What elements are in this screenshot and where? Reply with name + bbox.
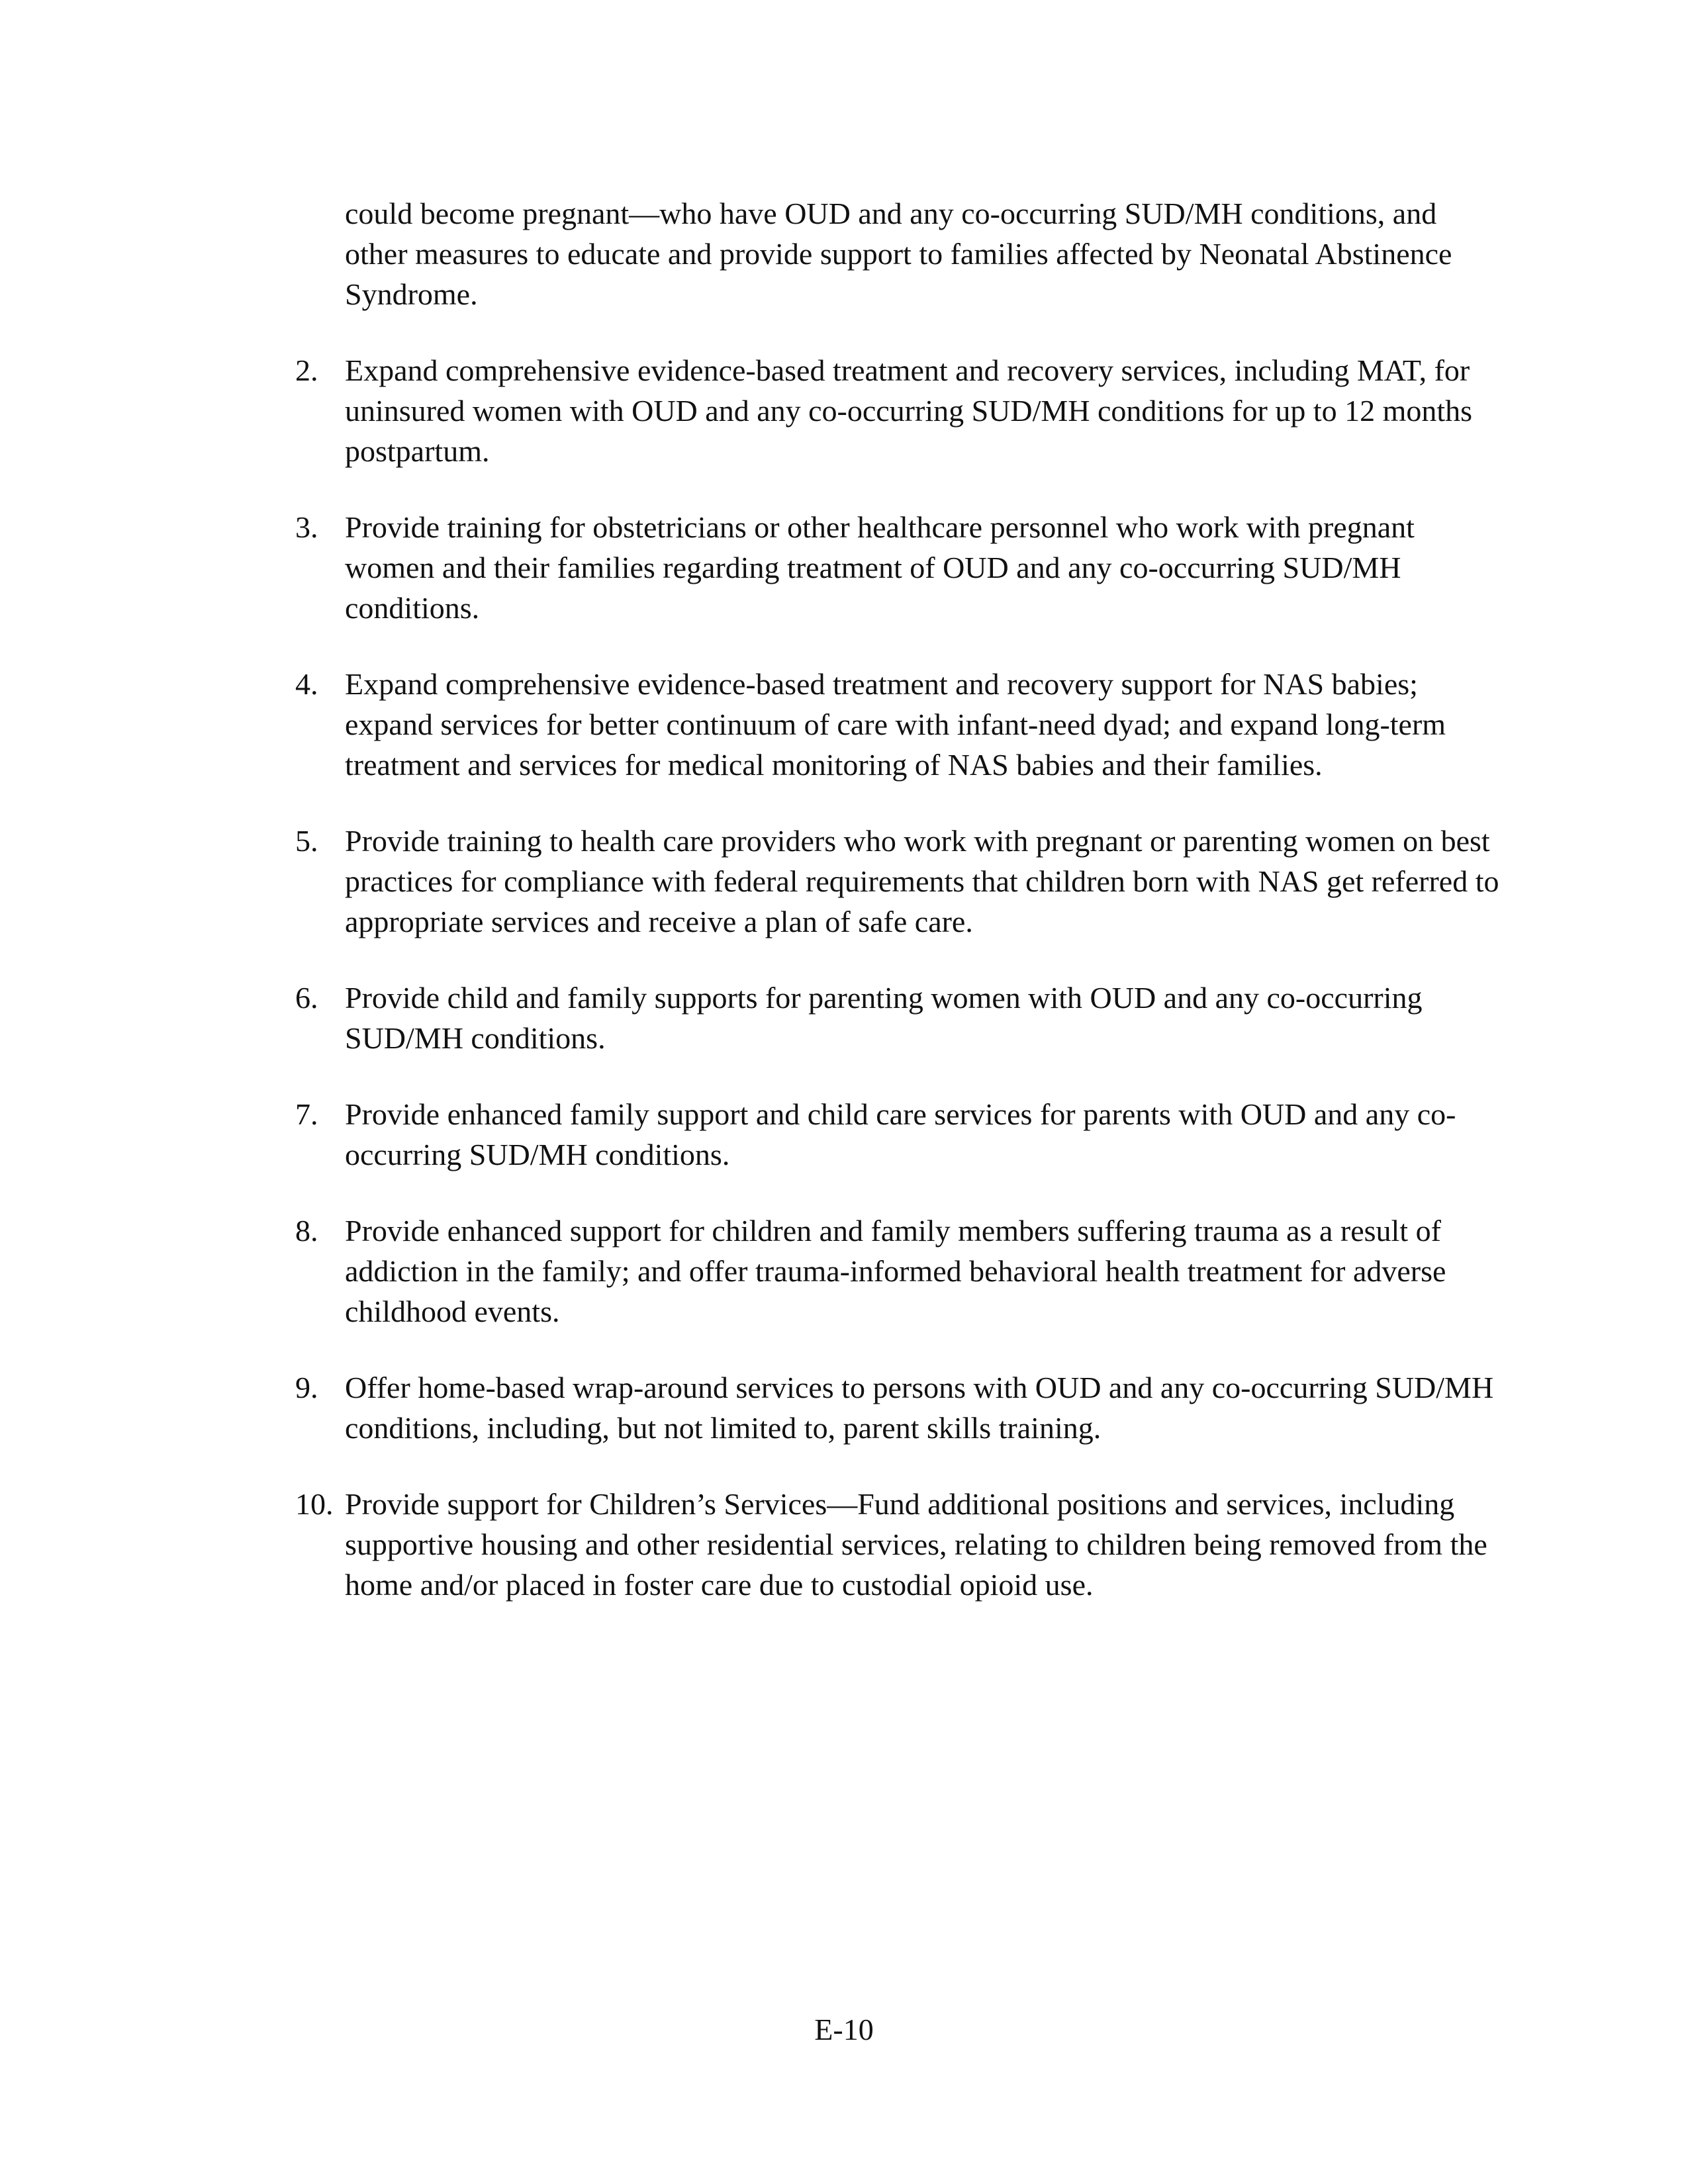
item-text: Provide training to health care providers who work with pregnant or parenting women on best practices for compliance with federal requirements that children born with NAS get referred to appropriate services and receive a plan of safe care. [345, 824, 1499, 938]
item-number: 6. [295, 981, 318, 1015]
item-number: 7. [295, 1097, 318, 1131]
page-body [295, 193, 1500, 1641]
list-item [295, 1094, 1500, 1175]
list-item [295, 978, 1500, 1058]
item-text: Provide child and family supports for parenting women with OUD and any co-occurring SUD/MH conditions. [345, 981, 1423, 1055]
item-number: 8. [295, 1214, 318, 1248]
numbered-list [295, 350, 1500, 1605]
item-number: 4. [295, 667, 318, 701]
list-item [295, 350, 1500, 471]
item-number: 5. [295, 824, 318, 858]
list-item [295, 1367, 1500, 1448]
item-text: Provide training for obstetricians or other healthcare personnel who work with pregnant women and their families regarding treatment of OUD and any co-occurring SUD/MH conditions. [345, 510, 1415, 625]
list-item [295, 664, 1500, 785]
item-text: Provide enhanced support for children and family members suffering trauma as a result of addiction in the family; and offer trauma-informed behavioral health treatment for adverse childhood events. [345, 1214, 1446, 1328]
item-text: Provide enhanced family support and child care services for parents with OUD and any co-occurring SUD/MH conditions. [345, 1097, 1456, 1171]
item-number: 3. [295, 510, 318, 544]
item-text: Provide support for Children’s Services—Fund additional positions and services, including supportive housing and other residential services, relating to children being removed from the home and/or placed in foster care due to custodial opioid use. [345, 1487, 1487, 1602]
item-number: 10. [295, 1487, 334, 1521]
item-text: Expand comprehensive evidence-based treatment and recovery support for NAS babies; expand services for better continuum of care with infant-need dyad; and expand long-term treatment and services for medical monitoring of NAS babies and their families. [345, 667, 1446, 782]
continued-paragraph: could become pregnant—who have OUD and any co-occurring SUD/MH conditions, and other measures to educate and provide support to families affected by Neonatal Abstinence Syndrome. [345, 197, 1452, 311]
item-number: 9. [295, 1371, 318, 1404]
list-item [295, 1484, 1500, 1605]
item-number: 2. [295, 353, 318, 387]
list-item [295, 821, 1500, 942]
page-number: E-10 [814, 2013, 874, 2046]
list-item [295, 507, 1500, 628]
item-text: Expand comprehensive evidence-based treatment and recovery services, including MAT, for uninsured women with OUD and any co-occurring SUD/MH conditions for up to 12 months postpartum. [345, 353, 1473, 468]
list-item [295, 1210, 1500, 1332]
item-text: Offer home-based wrap-around services to persons with OUD and any co-occurring SUD/MH conditions, including, but not limited to, parent skills training. [345, 1371, 1494, 1445]
